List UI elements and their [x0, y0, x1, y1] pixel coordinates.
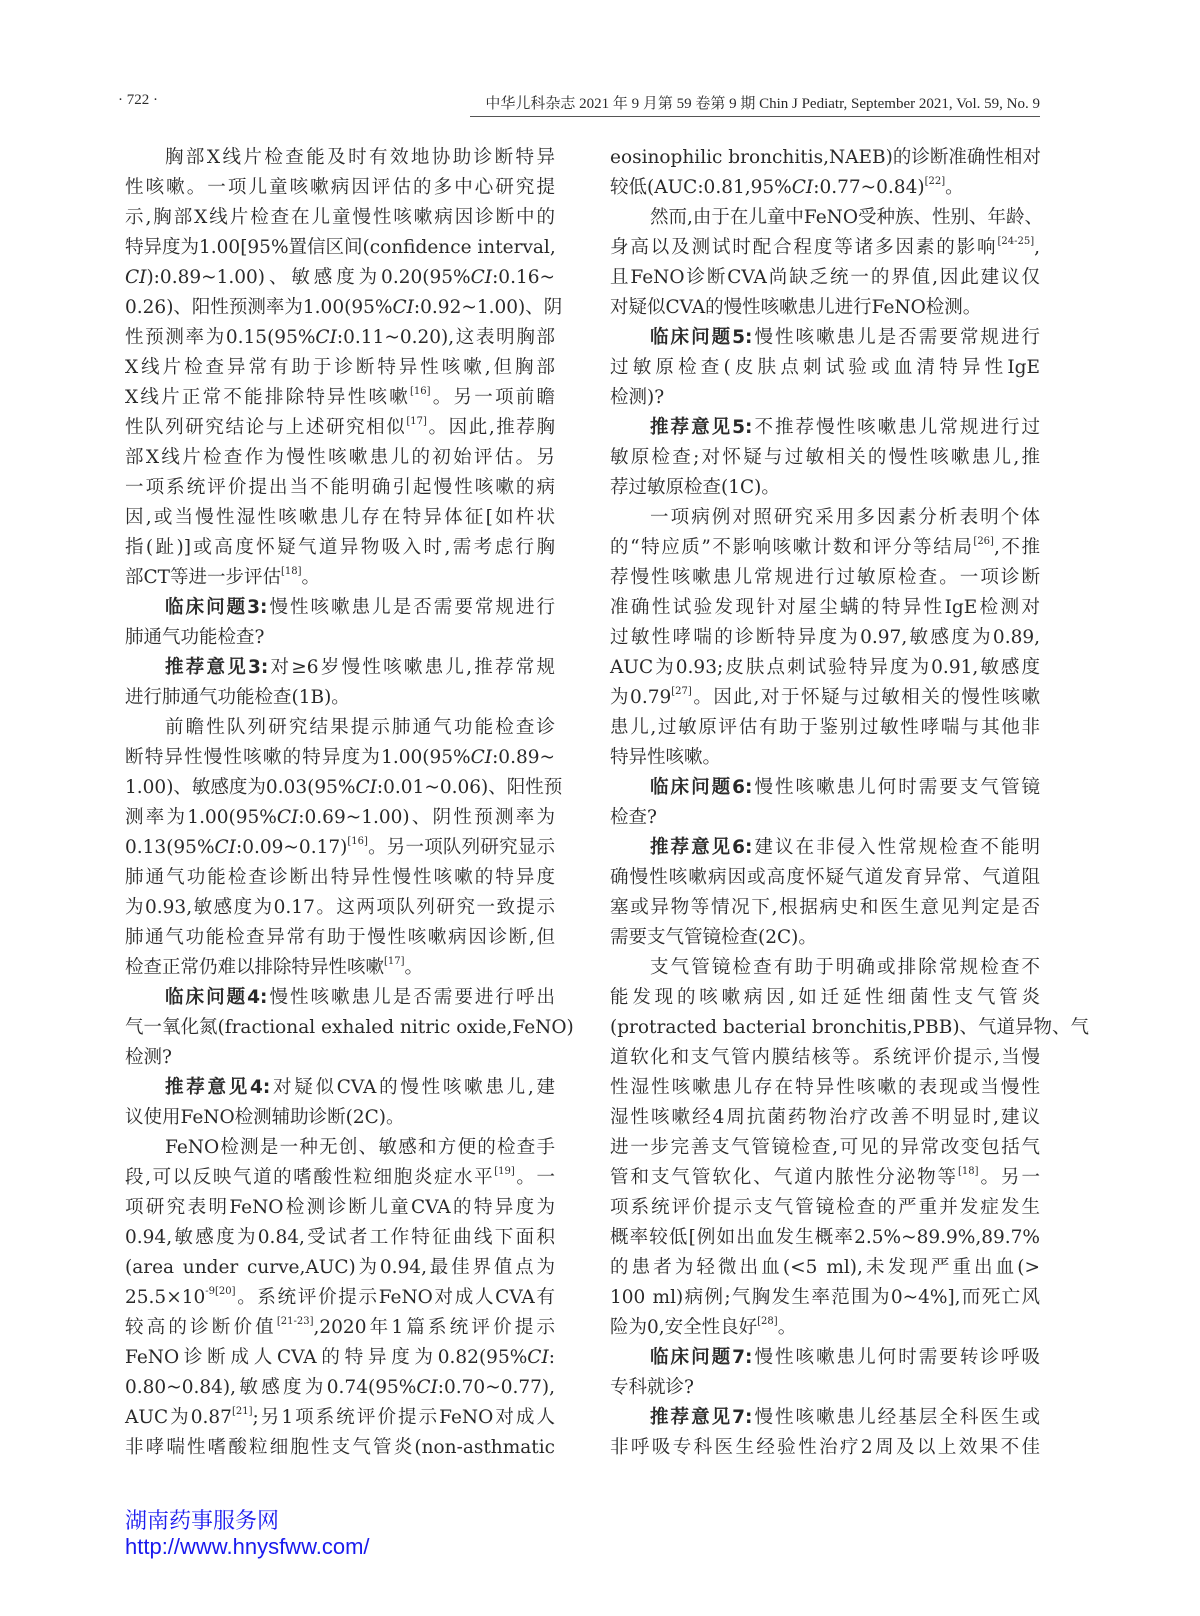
- text: 进一步完善支气管镜检查,可见的异常改变包括气: [610, 1137, 1040, 1158]
- text: 0.80~0.84),敏感度为0.74(95%: [125, 1377, 417, 1398]
- text: 项系统评价提示支气管镜检查的严重并发症发生: [610, 1197, 1040, 1218]
- text: 断特异性慢性咳嗽的特异度为1.00(95%: [125, 747, 471, 768]
- text-line: [610, 983, 1040, 1013]
- citation: [22]: [924, 176, 946, 187]
- text-line: [125, 1043, 555, 1073]
- text: 肺通气功能检查?: [125, 627, 265, 648]
- citation: [19]: [494, 1166, 515, 1177]
- text: 特异性咳嗽。: [610, 747, 722, 768]
- text: 胸部X线片检查能及时有效地协助诊断特异: [165, 147, 555, 168]
- text: 慢性咳嗽患儿何时需要转诊呼吸: [752, 1347, 1040, 1368]
- text: 慢性咳嗽患儿何时需要支气管镜: [752, 777, 1040, 798]
- text-line: [125, 323, 555, 353]
- text-line: [125, 803, 555, 833]
- text: 对疑似CVA的慢性咳嗽患儿进行FeNO检测。: [610, 297, 982, 318]
- paragraph: [125, 713, 563, 983]
- text: 概率较低[例如出血发生概率2.5%~89.9%,89.7%: [610, 1227, 1040, 1248]
- italic-term: CI: [276, 807, 299, 828]
- paragraph: [610, 413, 1040, 503]
- text: 进行肺通气功能检查(1B)。: [125, 687, 350, 708]
- italic-term: CI: [416, 1377, 438, 1398]
- text-line: [610, 1283, 1040, 1313]
- watermark-name: 湖南药事服务网: [125, 1508, 280, 1533]
- text-line: [610, 143, 1040, 173]
- text: 议使用FeNO检测辅助诊断(2C)。: [125, 1107, 405, 1128]
- text-line: [125, 1343, 555, 1373]
- text-line: [125, 473, 555, 503]
- text: 。: [404, 957, 424, 978]
- text-line: [125, 443, 555, 473]
- text-line: [610, 1373, 1040, 1403]
- text-line: [125, 1403, 555, 1433]
- text-line: [610, 1313, 1040, 1343]
- page-number: · 722 ·: [118, 92, 158, 108]
- text-line: [125, 923, 555, 953]
- text: 建议在非侵入性常规检查不能明: [752, 837, 1040, 858]
- paragraph: [610, 953, 1090, 1343]
- text: :0.92~1.00)、阴: [413, 297, 563, 318]
- text: 检测?: [125, 1047, 172, 1068]
- text: :0.70~0.77),: [437, 1377, 555, 1398]
- text-line: [125, 683, 555, 713]
- section-label: 推荐意见5:: [650, 417, 753, 438]
- citation: [16]: [347, 836, 368, 847]
- text: :0.77~0.84): [813, 177, 925, 198]
- text-line: [125, 263, 555, 293]
- text-line: [610, 1013, 1090, 1043]
- section-label: 临床问题7:: [650, 1347, 753, 1368]
- text: 。另一项前瞻: [430, 387, 555, 408]
- section-label: 推荐意见6:: [650, 837, 753, 858]
- text: 的患者为轻微出血(<5 ml),未发现严重出血(>: [610, 1257, 1040, 1278]
- paragraph: [610, 833, 1040, 953]
- text: 慢性咳嗽患儿经基层全科医生或: [752, 1407, 1040, 1428]
- text-line: [610, 923, 1040, 953]
- paragraph: [610, 203, 1044, 323]
- citation: [21]: [231, 1406, 253, 1417]
- text-line: [610, 653, 1040, 683]
- paragraph: [610, 503, 1040, 773]
- text-line: [610, 533, 1040, 563]
- text: 。因此,推荐胸: [426, 417, 555, 438]
- section-label: 推荐意见4:: [165, 1077, 271, 1098]
- text: (area under curve,AUC)为0.94,最佳界值点为: [125, 1257, 555, 1278]
- text: 慢性咳嗽患儿是否需要常规进行: [267, 597, 555, 618]
- text: ,2020年1篇系统评价提示: [313, 1317, 555, 1338]
- citation: [17]: [406, 416, 427, 427]
- text-line: [125, 1313, 555, 1343]
- text: 过敏性哮喘的诊断特异度为0.97,敏感度为0.89,: [610, 627, 1040, 648]
- citation: [18]: [281, 566, 302, 577]
- text-line: [610, 503, 1040, 533]
- citation: [21-23]: [276, 1316, 314, 1327]
- text-line: [610, 203, 1044, 233]
- text-line: [125, 1253, 555, 1283]
- paragraph: [610, 773, 1040, 833]
- left-column: [125, 143, 574, 1463]
- text: 性咳嗽。一项儿童咳嗽病因评估的多中心研究提: [125, 177, 555, 198]
- text: 为0.79: [610, 687, 672, 708]
- text-line: [610, 1253, 1040, 1283]
- text: 险为0,安全性良好: [610, 1317, 758, 1338]
- paragraph: [610, 323, 1040, 413]
- text: 对≥6岁慢性咳嗽患儿,推荐常规: [268, 657, 555, 678]
- section-label: 临床问题5:: [650, 327, 753, 348]
- text: 荐慢性咳嗽患儿常规进行过敏原检查。一项诊断: [610, 567, 1040, 588]
- section-label: 临床问题3:: [165, 597, 268, 618]
- text: FeNO诊断成人CVA的特异度为0.82(95%: [125, 1347, 528, 1368]
- text: :0.89~: [492, 747, 555, 768]
- text-line: [125, 593, 555, 623]
- text-line: [610, 1193, 1040, 1223]
- italic-term: CI: [392, 297, 414, 318]
- text: 对疑似CVA的慢性咳嗽患儿,建: [270, 1077, 555, 1098]
- text: 检查正常仍难以排除特异性咳嗽: [125, 957, 385, 978]
- watermark-url[interactable]: http://www.hnysfww.com/: [125, 1534, 370, 1559]
- text: 准确性试验发现针对屋尘螨的特异性IgE检测对: [610, 597, 1040, 618]
- text-line: [125, 533, 555, 563]
- paragraph: [610, 1403, 1040, 1463]
- text: 。另一项队列研究显示: [367, 837, 555, 858]
- text: 特异度为1.00[95%置信区间(confidence interval,: [125, 237, 556, 258]
- text-line: [125, 653, 555, 683]
- italic-term: CI: [791, 177, 814, 198]
- text: 检测)?: [610, 387, 665, 408]
- text: X线片检查异常有助于诊断特异性咳嗽,但胸部: [125, 357, 555, 378]
- text: 测率为1.00(95%: [125, 807, 277, 828]
- text: 非哮喘性嗜酸粒细胞性支气管炎(non-asthmatic: [125, 1437, 555, 1458]
- text: 性湿性咳嗽患儿存在特异性咳嗽的表现或当慢性: [610, 1077, 1040, 1098]
- text-line: [610, 1403, 1040, 1433]
- text-line: [125, 743, 555, 773]
- paragraph: [125, 1133, 555, 1463]
- text: 患儿,过敏原评估有助于鉴别过敏性哮喘与其他非: [610, 717, 1040, 738]
- text: 慢性咳嗽患儿是否需要常规进行: [752, 327, 1040, 348]
- text-line: [610, 1133, 1040, 1163]
- section-label: 临床问题4:: [165, 987, 268, 1008]
- text-line: [610, 953, 1040, 983]
- text-line: [125, 773, 563, 803]
- text: 一项系统评价提出当不能明确引起慢性咳嗽的病: [125, 477, 555, 498]
- text-line: [125, 563, 555, 593]
- text: (protracted bacterial bronchitis,PBB)、气道异物、气: [610, 1017, 1090, 1038]
- text: 为0.93,敏感度为0.17。这两项队列研究一致提示: [125, 897, 555, 918]
- text: 需要支气管镜检查(2C)。: [610, 927, 817, 948]
- text-line: [610, 593, 1040, 623]
- text-line: [610, 893, 1040, 923]
- text-line: [125, 1373, 555, 1403]
- text-line: [125, 1103, 555, 1133]
- text: 。: [945, 177, 964, 198]
- text-line: [610, 413, 1040, 443]
- text-line: [610, 1073, 1040, 1103]
- paragraph: [610, 143, 1040, 203]
- italic-term: CI: [315, 327, 337, 348]
- text: 指(趾)]或高度怀疑气道异物吸入时,需考虑行胸: [125, 537, 555, 558]
- italic-term: CI: [125, 267, 147, 288]
- text: ,: [1034, 237, 1040, 258]
- text: AUC为0.87: [125, 1407, 232, 1428]
- section-label: 推荐意见3:: [165, 657, 269, 678]
- text-line: [125, 143, 555, 173]
- text: 。一: [514, 1167, 555, 1188]
- text-line: [125, 173, 555, 203]
- text-line: [125, 383, 555, 413]
- text-line: [610, 383, 1040, 413]
- text: :0.69~1.00)、阴性预测率为: [298, 807, 555, 828]
- text: 不推荐慢性咳嗽患儿常规进行过: [752, 417, 1040, 438]
- italic-term: CI: [214, 837, 236, 858]
- text: 100 ml)病例;气胸发生率范围为0~4%],而死亡风: [610, 1287, 1040, 1308]
- text: 部X线片检查作为慢性咳嗽患儿的初始评估。另: [125, 447, 555, 468]
- text-line: [125, 1283, 555, 1313]
- text-line: [610, 1223, 1040, 1253]
- text: 25.5×10: [125, 1287, 206, 1308]
- text-line: [125, 1223, 555, 1253]
- text: 能发现的咳嗽病因,如迁延性细菌性支气管炎: [610, 987, 1040, 1008]
- text: :0.01~0.06)、阳性预: [376, 777, 563, 798]
- running-header: 中华儿科杂志 2021 年 9 月第 59 卷第 9 期 Chin J Pediatr, September 2021, Vol. 59, No. 9: [470, 92, 1040, 117]
- text-line: [610, 803, 1040, 833]
- text: 因,或当慢性湿性咳嗽患儿存在特异体征[如杵状: [125, 507, 555, 528]
- text: :: [548, 1347, 555, 1368]
- text-line: [125, 863, 555, 893]
- text-line: [610, 833, 1040, 863]
- text: 塞或异物等情况下,根据病史和医生意见判定是否: [610, 897, 1040, 918]
- text-line: [125, 1193, 555, 1223]
- text-line: [610, 1043, 1040, 1073]
- paragraph: [125, 653, 555, 713]
- text-line: [125, 503, 555, 533]
- text: eosinophilic bronchitis,NAEB)的诊断准确性相对: [610, 147, 1041, 168]
- text-line: [125, 1133, 555, 1163]
- text-line: [125, 893, 555, 923]
- text-line: [125, 1073, 555, 1103]
- text: 敏原检查;对怀疑与过敏相关的慢性咳嗽患儿,推: [610, 447, 1040, 468]
- text: 0.13(95%: [125, 837, 215, 858]
- text-line: [125, 1433, 555, 1463]
- text-line: [610, 293, 1040, 323]
- text: 较低(AUC:0.81,95%: [610, 177, 792, 198]
- text-line: [610, 323, 1040, 353]
- text-line: [125, 1163, 555, 1193]
- text: 性预测率为0.15(95%: [125, 327, 316, 348]
- text-line: [125, 833, 555, 863]
- citation: [28]: [757, 1316, 778, 1327]
- text-line: [610, 473, 1040, 503]
- text: 0.26)、阳性预测率为1.00(95%: [125, 297, 393, 318]
- text: 荐过敏原检查(1C)。: [610, 477, 780, 498]
- text: 支气管镜检查有助于明确或排除常规检查不: [650, 957, 1040, 978]
- text: 的“特应质”不影响咳嗽计数和评分等结局: [610, 537, 974, 558]
- text-line: [610, 773, 1040, 803]
- italic-term: CI: [527, 1347, 549, 1368]
- citation: [18]: [958, 1166, 979, 1177]
- paragraph: [610, 1343, 1040, 1403]
- italic-term: CI: [355, 777, 377, 798]
- text: 身高以及测试时配合程度等诸多因素的影响: [610, 237, 998, 258]
- citation: [24-25]: [997, 236, 1035, 247]
- text: 且FeNO诊断CVA尚缺乏统一的界值,因此建议仅: [610, 267, 1040, 288]
- text-line: [610, 713, 1040, 743]
- text-line: [610, 263, 1040, 293]
- text: 部CT等进一步评估: [125, 567, 281, 588]
- text: 气一氧化氮(fractional exhaled nitric oxide,FeNO): [125, 1017, 574, 1038]
- citation: [16]: [410, 386, 431, 397]
- text-line: [610, 563, 1040, 593]
- text: FeNO检测是一种无创、敏感和方便的检查手: [165, 1137, 555, 1158]
- paragraph: [125, 143, 563, 593]
- text-line: [610, 863, 1040, 893]
- citation: [27]: [671, 686, 692, 697]
- text-line: [610, 443, 1040, 473]
- text: :0.16~: [492, 267, 555, 288]
- paragraph: [125, 593, 555, 653]
- text-line: [610, 683, 1040, 713]
- citation: -9[20]: [205, 1286, 236, 1297]
- text: 。: [301, 567, 321, 588]
- text-line: [125, 203, 555, 233]
- text: ,不推: [993, 537, 1040, 558]
- watermark: [125, 1508, 370, 1560]
- text: X线片正常不能排除特异性咳嗽: [125, 387, 411, 408]
- text-line: [610, 743, 1040, 773]
- text: 前瞻性队列研究结果提示肺通气功能检查诊: [165, 717, 555, 738]
- text-line: [610, 173, 1040, 203]
- text: 检查?: [610, 807, 657, 828]
- italic-term: CI: [470, 747, 493, 768]
- text: :0.09~0.17): [236, 837, 348, 858]
- text: 非呼吸专科医生经验性治疗2周及以上效果不佳: [610, 1437, 1040, 1458]
- text: 较高的诊断价值: [125, 1317, 277, 1338]
- text: :0.11~0.20),这表明胸部: [336, 327, 555, 348]
- text-line: [125, 953, 555, 983]
- text-line: [125, 293, 563, 323]
- text: 1.00)、敏感度为0.03(95%: [125, 777, 356, 798]
- text: 。另一: [978, 1167, 1040, 1188]
- text-line: [610, 1163, 1040, 1193]
- text: 项研究表明FeNO检测诊断儿童CVA的特异度为: [125, 1197, 555, 1218]
- text-line: [125, 713, 555, 743]
- italic-term: CI: [470, 267, 493, 288]
- text: 过敏原检查(皮肤点刺试验或血清特异性IgE: [610, 357, 1040, 378]
- text-line: [610, 1103, 1040, 1133]
- text: 专科就诊?: [610, 1377, 694, 1398]
- text-line: [125, 623, 555, 653]
- text-line: [125, 983, 555, 1013]
- text: 然而,由于在儿童中FeNO受种族、性别、年龄、: [650, 207, 1044, 228]
- text: 段,可以反映气道的嗜酸性粒细胞炎症水平: [125, 1167, 495, 1188]
- text-line: [610, 1433, 1040, 1463]
- text: 。系统评价提示FeNO对成人CVA有: [235, 1287, 555, 1308]
- text-line: [610, 233, 1040, 263]
- text: 慢性咳嗽患儿是否需要进行呼出: [267, 987, 555, 1008]
- section-label: 临床问题6:: [650, 777, 753, 798]
- text-line: [125, 413, 555, 443]
- text-line: [610, 353, 1040, 383]
- text-line: [125, 353, 555, 383]
- text: AUC为0.93;皮肤点刺试验特异度为0.91,敏感度: [610, 657, 1040, 678]
- citation: [17]: [384, 956, 405, 967]
- text: 0.94,敏感度为0.84,受试者工作特征曲线下面积: [125, 1227, 555, 1248]
- citation: [26]: [973, 536, 994, 547]
- paragraph: [125, 983, 574, 1073]
- text-line: [610, 1343, 1040, 1373]
- text: ;另1项系统评价提示FeNO对成人: [252, 1407, 555, 1428]
- text-line: [125, 233, 555, 263]
- text: 一项病例对照研究采用多因素分析表明个体: [650, 507, 1040, 528]
- text: 。因此,对于怀疑与过敏相关的慢性咳嗽: [691, 687, 1040, 708]
- section-label: 推荐意见7:: [650, 1407, 753, 1428]
- text: 管和支气管软化、气道内脓性分泌物等: [610, 1167, 959, 1188]
- text: 道软化和支气管内膜结核等。系统评价提示,当慢: [610, 1047, 1040, 1068]
- text: 肺通气功能检查诊断出特异性慢性咳嗽的特异度: [125, 867, 555, 888]
- text-line: [610, 623, 1040, 653]
- text: 。: [777, 1317, 797, 1338]
- right-column: [610, 143, 1090, 1463]
- paragraph: [125, 1073, 555, 1133]
- text: ):0.89~1.00)、敏感度为0.20(95%: [146, 267, 471, 288]
- text: 湿性咳嗽经4周抗菌药物治疗改善不明显时,建议: [610, 1107, 1040, 1128]
- text-line: [125, 1013, 574, 1043]
- text: 确慢性咳嗽病因或高度怀疑气道发育异常、气道阻: [610, 867, 1040, 888]
- text: 示,胸部X线片检查在儿童慢性咳嗽病因诊断中的: [125, 207, 555, 228]
- text: 肺通气功能检查异常有助于慢性咳嗽病因诊断,但: [125, 927, 555, 948]
- text: 性队列研究结论与上述研究相似: [125, 417, 407, 438]
